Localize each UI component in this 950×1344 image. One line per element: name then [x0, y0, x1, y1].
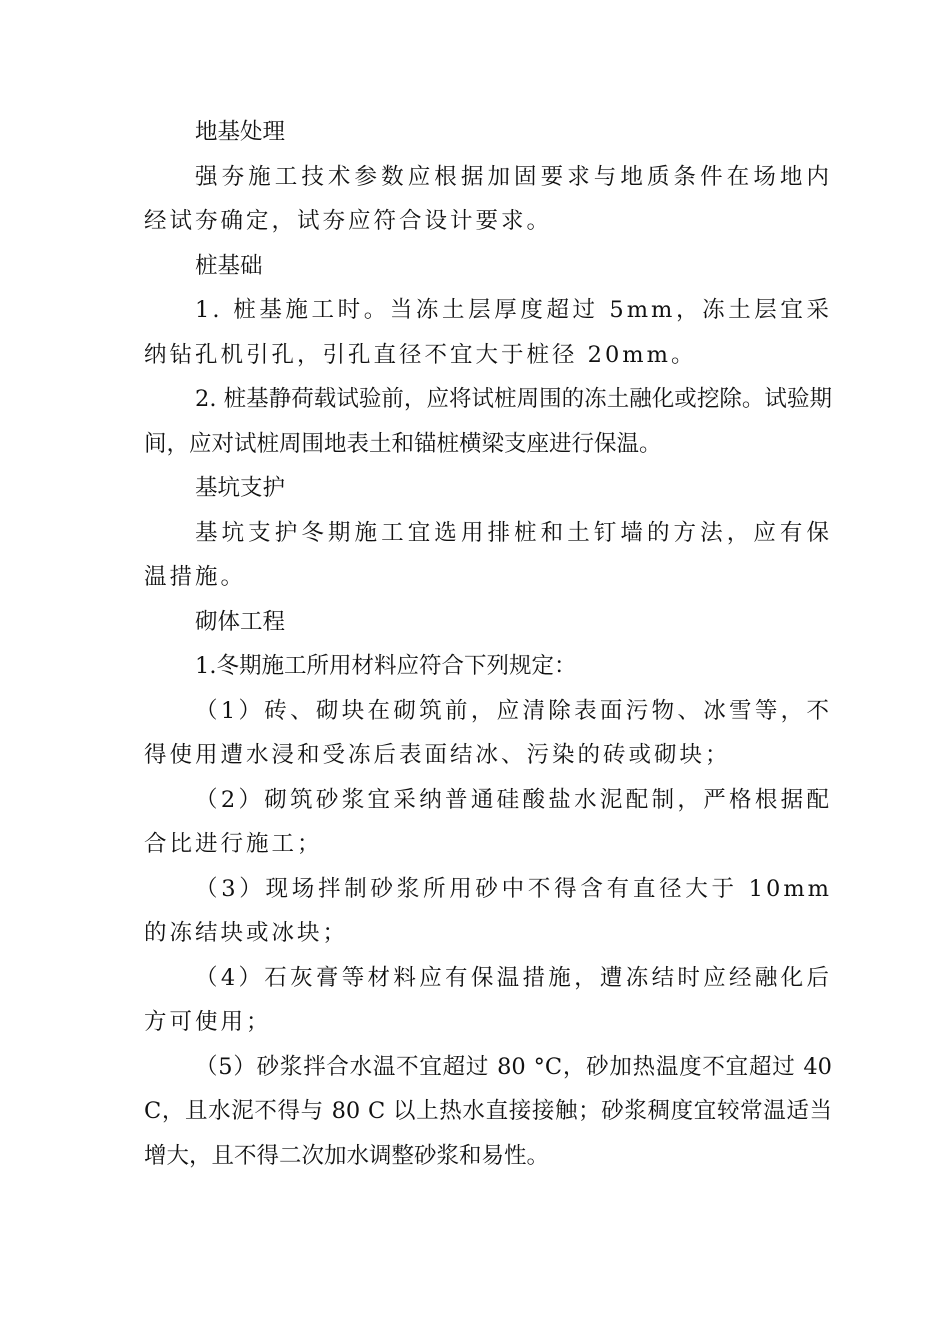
document-page	[144, 110, 832, 1178]
list-item: （2）砌筑砂浆宜采纳普通硅酸盐水泥配制，严格根据配合比进行施工；	[144, 786, 832, 857]
list-item: （5）砂浆拌合水温不宜超过 80 °C，砂加热温度不宜超过 40 C，且水泥不得与 80 C 以上热水直接接触；砂浆稠度宜较常温适当增大，且不得二次加水调整砂浆和易性。	[144, 1053, 832, 1169]
paragraph: 基坑支护冬期施工宜选用排桩和土钉墙的方法，应有保温措施。	[144, 519, 832, 590]
list-item: （4）石灰膏等材料应有保温措施，遭冻结时应经融化后方可使用；	[144, 964, 832, 1035]
paragraph: 强夯施工技术参数应根据加固要求与地质条件在场地内经试夯确定，试夯应符合设计要求。	[144, 163, 832, 234]
paragraph: 1.冬期施工所用材料应符合下列规定：	[195, 653, 577, 679]
paragraph: 1. 桩基施工时。当冻土层厚度超过 5mm，冻土层宜采纳钻孔机引孔，引孔直径不宜大于桩径 20mm。	[144, 297, 832, 368]
list-item: （3）现场拌制砂浆所用砂中不得含有直径大于 10mm 的冻结块或冰块；	[144, 875, 832, 946]
section-heading-pile-foundation: 桩基础	[195, 252, 263, 279]
paragraph: 2. 桩基静荷载试验前，应将试桩周围的冻土融化或挖除。试验期间，应对试桩周围地表土和锚桩横梁支座进行保温。	[144, 386, 832, 457]
section-heading-excavation-support: 基坑支护	[195, 475, 286, 501]
section-heading-masonry: 砌体工程	[195, 608, 286, 635]
section-heading-foundation-treatment: 地基处理	[195, 119, 286, 145]
list-item: （1）砖、砌块在砌筑前，应清除表面污物、冰雪等，不得使用遭水浸和受冻后表面结冰、污染的砖或砌块；	[144, 697, 832, 768]
